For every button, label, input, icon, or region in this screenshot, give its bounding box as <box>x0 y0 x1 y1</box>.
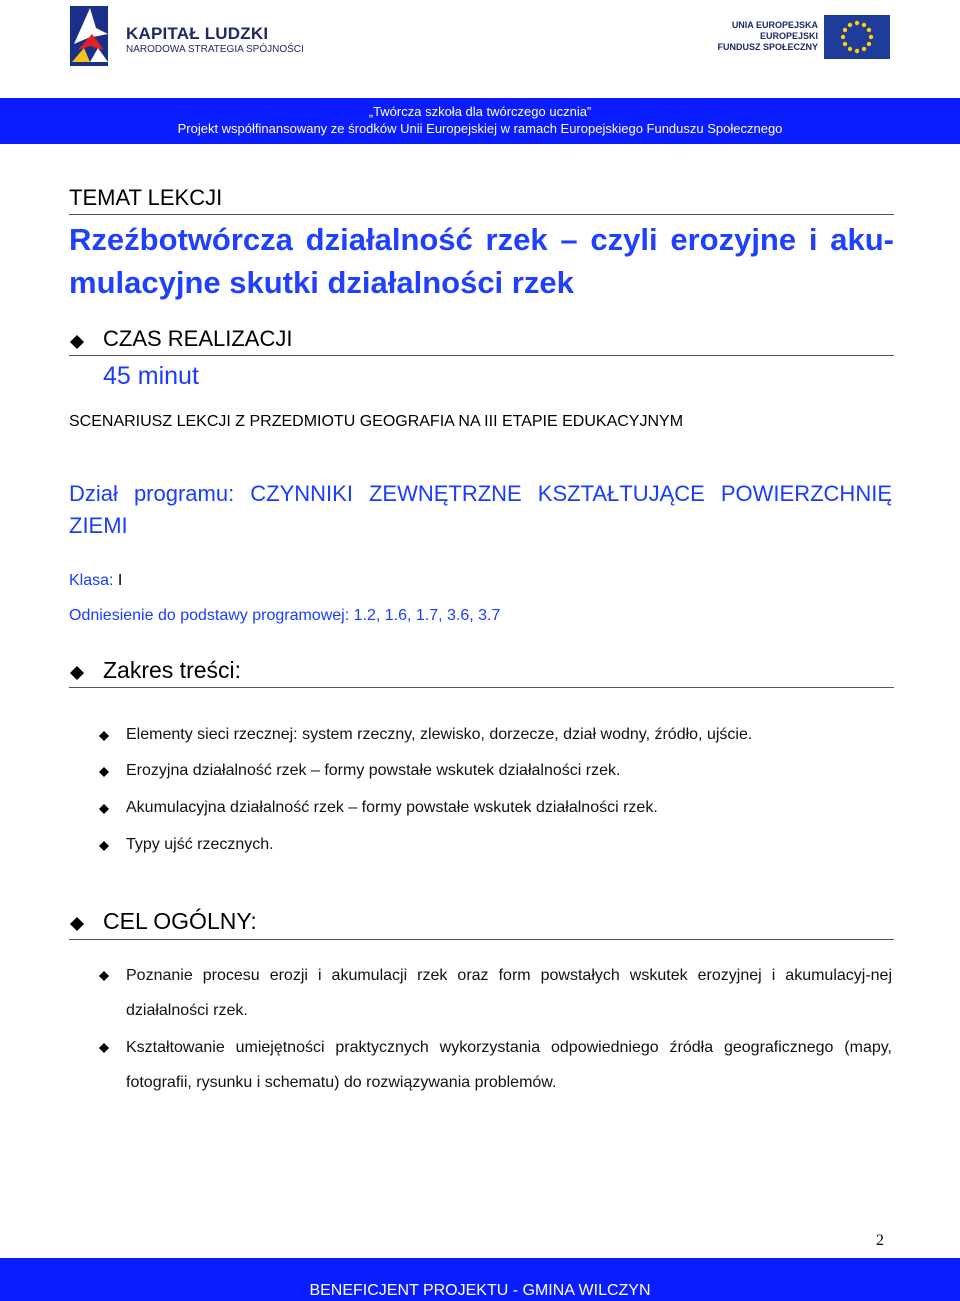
content-item: Typy ujść rzecznych. <box>126 836 274 853</box>
topic-rule <box>69 214 894 215</box>
eu-line-3: FUNDUSZ SPOŁECZNY <box>717 42 818 52</box>
diamond-bullet-icon <box>69 665 85 681</box>
content-label: Zakres treści: <box>103 657 242 683</box>
diamond-bullet-icon <box>98 730 110 742</box>
content-item: Erozyjna działalność rzek – formy powstałe wskutek działalności rzek. <box>126 762 621 779</box>
curriculum-row <box>69 607 500 625</box>
band-cofinancing: Projekt współfinansowany ze środków Unii Europejskiej w ramach Europejskiego Funduszu Społecznego <box>177 121 783 136</box>
diamond-bullet-icon <box>98 970 110 982</box>
diamond-bullet-icon <box>69 334 85 350</box>
band-slogan: „Twórcza szkoła dla twórczego ucznia” <box>368 104 592 119</box>
diamond-bullet-icon <box>98 840 110 852</box>
eu-line-1: UNIA EUROPEJSKA <box>731 20 818 30</box>
eu-flag-icon <box>824 15 890 59</box>
curriculum-value: 1.2, 1.6, 1.7, 3.6, 3.7 <box>353 607 501 624</box>
eu-logo-text <box>690 20 818 53</box>
goal-label: CEL OGÓLNY: <box>103 908 257 934</box>
content-item: Akumulacyjna działalność rzek – formy powstałe wskutek działalności rzek. <box>126 799 658 816</box>
time-value: 45 minut <box>103 362 199 390</box>
time-label: CZAS REALIZACJI <box>103 326 293 351</box>
topic-label: TEMAT LEKCJI <box>69 185 223 210</box>
content-rule <box>69 687 894 688</box>
page-number: 2 <box>876 1232 884 1249</box>
diamond-bullet-icon <box>98 766 110 778</box>
diamond-bullet-icon <box>98 803 110 815</box>
kl-logo-subtitle: NARODOWA STRATEGIA SPÓJNOŚCI <box>126 44 304 55</box>
curriculum-label: Odniesienie do podstawy programowej: <box>69 607 350 624</box>
goal-item: Poznanie procesu erozji i akumulacji rzek oraz form powstałych wskutek erozyjnej i akumulacyj-nej działalności rzek. <box>126 967 892 1019</box>
class-value: I <box>117 572 123 589</box>
footer-beneficiary: BENEFICJENT PROJEKTU - GMINA WILCZYN <box>0 1258 960 1301</box>
kl-logo-title: KAPITAŁ LUDZKI <box>126 24 269 43</box>
class-label: Klasa: <box>69 572 114 589</box>
class-row <box>69 572 122 590</box>
program-section: Dział programu: CZYNNIKI ZEWNĘTRZNE KSZTAŁTUJĄCE POWIERZCHNIĘ ZIEMI <box>69 481 892 538</box>
content-item: Elementy sieci rzecznej: system rzeczny, zlewisko, dorzecze, dział wodny, źródło, ujście. <box>126 726 753 743</box>
topic-title: Rzeźbotwórcza działalność rzek – czyli erozyjne i aku-mulacyjne skutki działalności rzek <box>69 222 894 300</box>
diamond-bullet-icon <box>98 1042 110 1054</box>
project-band <box>0 98 960 144</box>
goal-rule <box>69 939 894 940</box>
goal-item: Kształtowanie umiejętności praktycznych wykorzystania odpowiedniego źródła geograficznego (mapy, fotografii, rysunku i schematu) do rozwiązywania problemów. <box>126 1039 892 1091</box>
diamond-bullet-icon <box>69 916 85 932</box>
eu-line-2: EUROPEJSKI <box>759 31 818 41</box>
scenario-heading: SCENARIUSZ LEKCJI Z PRZEDMIOTU GEOGRAFIA NA III ETAPIE EDUKACYJNYM <box>69 413 684 430</box>
time-rule <box>69 355 894 356</box>
